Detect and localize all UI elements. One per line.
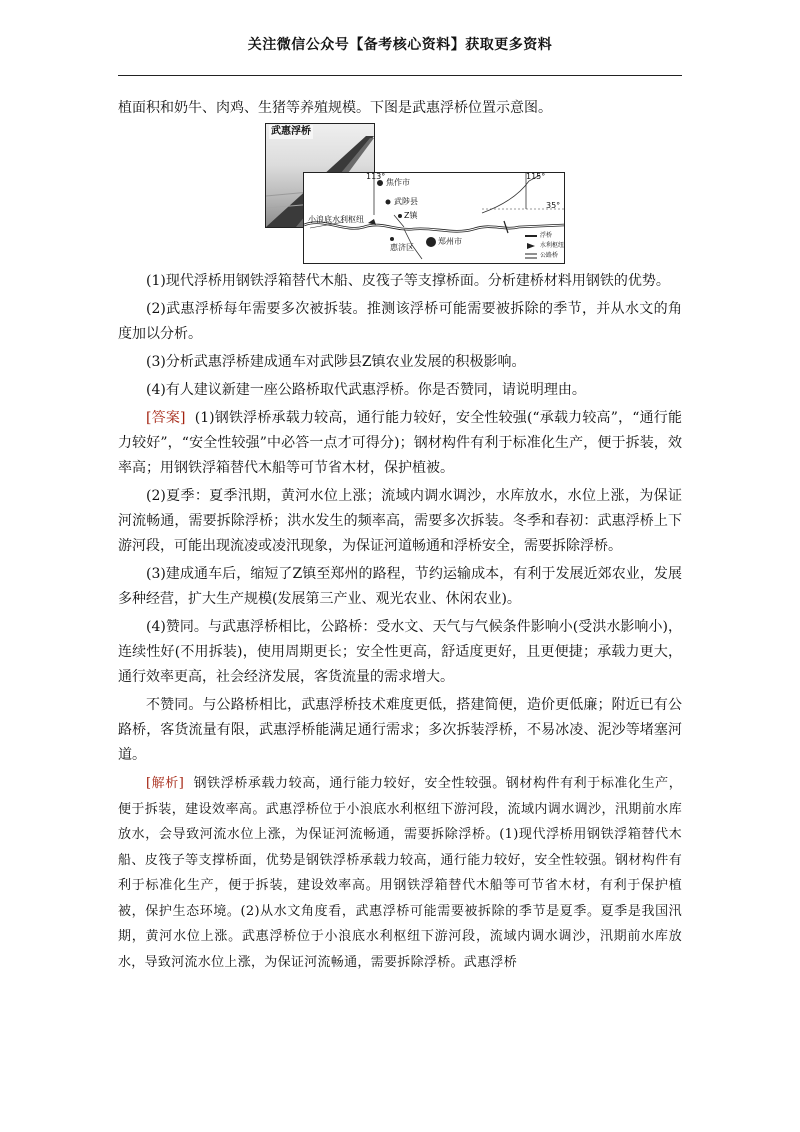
legend-item-road-bridge: [524, 251, 562, 261]
answer-part-3: (3)建成通车后，缩短了Z镇至郑州的路程，节约运输成本，有利于发展近郊农业，发展多种经营，扩大生产规模(发展第三产业、观光农业、休闲农业)。: [118, 566, 682, 607]
header-divider: [118, 75, 682, 76]
map-label-zhengzhou: 郑州市: [438, 237, 462, 246]
photo-caption: 武惠浮桥: [271, 126, 311, 137]
page-header: 关注微信公众号【备考核心资料】获取更多资料: [247, 37, 553, 53]
answer-part-2: (2)夏季：夏季汛期，黄河水位上涨；流域内调水调沙，水库放水，水位上涨，为保证河流畅通，需要拆除浮桥；洪水发生的频率高，需要多次拆装。冬季和春初：武惠浮桥上下游河段，可能出现流凌或凌汛现象，为保证河道畅通和浮桥安全，需要拆除浮桥。: [118, 488, 682, 554]
answer-part-5: 不赞同。与公路桥相比，武惠浮桥技术难度更低，搭建简便，造价更低廉；附近已有公路桥，客货流量有限，武惠浮桥能满足通行需求；多次拆装浮桥，不易冰凌、泥沙等堵塞河道。: [118, 697, 682, 763]
analysis-tag: [解析]: [146, 776, 185, 791]
question-4: (4)有人建议新建一座公路桥取代武惠浮桥。你是否赞同，请说明理由。: [146, 382, 586, 398]
legend-item-pontoon: [524, 231, 562, 241]
map-label-lat-35: 35°: [546, 201, 561, 210]
answer-part-1: [118, 406, 682, 481]
dam-symbol-icon: [524, 241, 538, 251]
bridge-location-figure: [265, 123, 565, 263]
question-3: (3)分析武惠浮桥建成通车对武陟县Z镇农业发展的积极影响。: [146, 354, 526, 370]
question-1: (1)现代浮桥用钢铁浮箱替代木船、皮筏子等支撑桥面。分析建桥材料用钢铁的优势。: [146, 273, 670, 289]
map-label-lon-113: 113°: [366, 172, 386, 181]
road-bridge-symbol-icon: [524, 251, 538, 261]
legend-label-pontoon: 浮桥: [540, 232, 553, 239]
intro-text: 植面积和奶牛、肉鸡、生猪等养殖规模。下图是武惠浮桥位置示意图。: [118, 100, 552, 116]
map-legend: [524, 231, 565, 261]
map-label-lon-115: 115°: [526, 172, 546, 181]
question-2: (2)武惠浮桥每年需要多次被拆装。推测该浮桥可能需要被拆除的季节，并从水文的角度加以分析。: [118, 301, 682, 342]
location-map: [303, 172, 565, 264]
answer-part-4: (4)赞同。与武惠浮桥相比，公路桥：受水文、天气与气候条件影响小(受洪水影响小)，连续性好(不用拆装)，使用周期更长；安全性更高，舒适度更好，且更便捷；承载力更大，通行效率更高，社会经济发展，客货流量的需求增大。: [118, 619, 682, 685]
map-label-wuzhi: 武陟县: [394, 197, 418, 206]
analysis-paragraph: [118, 771, 682, 975]
analysis-text: 钢铁浮桥承载力较高，通行能力较好，安全性较强。钢材构件有利于标准化生产，便于拆装，建设效率高。武惠浮桥位于小浪底水利枢纽下游河段，流域内调水调沙，汛期前水库放水，会导致河流水位上涨，为保证河流畅通，需要拆除浮桥。(1)现代浮桥用钢铁浮箱替代木船、皮筏子等支撑桥面，优势是钢铁浮桥承载力较高，通行能力较好，安全性较强。钢材构件有利于标准化生产，便于拆装，建设效率高。用钢铁浮箱替代木船等可节省木材，有利于保护植被，保护生态环境。(2)从水文角度看，武惠浮桥可能需要被拆除的季节是夏季。夏季是我国汛期，黄河水位上涨。武惠浮桥位于小浪底水利枢纽下游河段，流域内调水调沙，汛期前水库放水，导致河流水位上涨，为保证河流畅通，需要拆除浮桥。武惠浮桥: [118, 776, 682, 970]
map-label-xiaolangdi: 小浪底水利枢纽: [308, 215, 364, 224]
answer-tag: [答案]: [146, 410, 186, 426]
legend-label-road-bridge: 公路桥: [540, 252, 559, 259]
map-label-ztown: Z镇: [404, 211, 418, 220]
map-label-huiji: 惠济区: [390, 243, 414, 252]
pontoon-bridge-symbol-icon: [524, 231, 538, 241]
legend-label-dam: 水利枢纽: [540, 242, 565, 249]
document-body: [118, 96, 682, 975]
map-label-jiaozuo: 焦作市: [386, 178, 410, 187]
answer-text-1: (1)钢铁浮桥承载力较高，通行能力较好，安全性较强(“承载力较高”，“通行能力较好”，“安全性较强”中必答一点才可得分)；钢材构件有利于标准化生产，便于拆装，效率高；用钢铁浮箱替代木船等可节省木材，保护植被。: [118, 410, 682, 476]
legend-item-dam: [524, 241, 565, 251]
